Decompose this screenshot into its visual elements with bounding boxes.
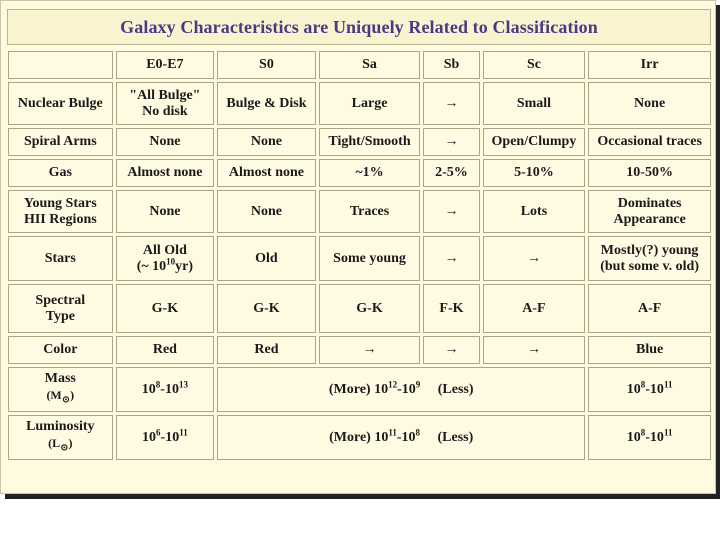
cell-sa [319, 284, 421, 333]
row-label-line: Nuclear Bulge [17, 95, 103, 111]
cell-line: Mostly(?) young [600, 242, 699, 258]
cell-line: → [444, 250, 459, 266]
cell-irr [588, 82, 711, 125]
cell-sb [423, 236, 479, 281]
cell-line: None [149, 203, 181, 219]
cell-line: → [444, 134, 459, 149]
cell-sc [483, 128, 586, 156]
cell-line: 5-10% [514, 165, 554, 180]
cell-sc [483, 236, 586, 281]
cell-s0 [217, 236, 316, 281]
luminosity-unit: $(L_⊙)$ [48, 435, 73, 454]
cell-sa [319, 236, 421, 281]
cell-line: Occasional traces [597, 134, 702, 149]
cell-sb [423, 336, 479, 364]
row-label-line: Spiral Arms [23, 134, 97, 149]
luminosity-e: $10^6-10^{11}$ [116, 415, 215, 460]
cell-sc [483, 190, 586, 233]
cell-line: Small [516, 95, 552, 111]
cell-sb [423, 284, 479, 333]
cell-line: → [444, 95, 459, 111]
cell-line: (but some v. old) [600, 258, 700, 274]
corner-cell [8, 51, 113, 79]
cell-line: Open/Clumpy [491, 134, 577, 149]
cell-sc [483, 82, 586, 125]
cell-s0 [217, 190, 316, 233]
row-label-line: Type [45, 308, 75, 324]
cell-irr [588, 190, 711, 233]
slide-title: Galaxy Characteristics are Uniquely Related to Classification [7, 9, 711, 45]
cell-line: Lots [520, 203, 548, 219]
cell-sa [319, 128, 421, 156]
cell-e [116, 128, 215, 156]
row-label-mass [8, 367, 113, 412]
col-header-sb: Sb [423, 51, 479, 79]
row-label [8, 82, 113, 125]
cell-line: No disk [142, 103, 188, 119]
cell-line: ~1% [355, 165, 384, 180]
cell-sc [483, 284, 586, 333]
cell-line: Bulge & Disk [226, 95, 307, 111]
mass-e: $10^8-10^{13}$ [116, 367, 215, 412]
cell-line: None [149, 134, 181, 149]
cell-irr [588, 336, 711, 364]
cell-sc [483, 336, 586, 364]
luminosity-row [8, 415, 711, 460]
mass-label: Mass [44, 370, 76, 386]
cell-e [116, 284, 215, 333]
cell-line: → [526, 250, 541, 266]
cell-sb [423, 82, 479, 125]
col-header-irr: Irr [588, 51, 711, 79]
cell-e [116, 336, 215, 364]
row-label [8, 190, 113, 233]
all-old-age: (~ $10^{10}yr$) [136, 255, 194, 274]
cell-line: Blue [636, 342, 664, 357]
mass-unit: $(M_⊙)$ [46, 387, 75, 406]
cell-line: Traces [349, 203, 390, 219]
table-row [8, 82, 711, 125]
cell-sa [319, 336, 421, 364]
cell-line: Large [351, 95, 388, 111]
cell-line: Red [152, 342, 177, 357]
cell-line: Red [254, 342, 279, 357]
cell-irr [588, 159, 711, 187]
col-header-sa: Sa [319, 51, 421, 79]
row-label [8, 236, 113, 281]
mass-irr: $10^8-10^{11}$ [588, 367, 711, 412]
cell-line: A-F [637, 300, 662, 316]
cell-line: None [250, 134, 283, 149]
cell-e [116, 82, 215, 125]
table-row [8, 159, 711, 187]
cell-line: → [444, 203, 459, 219]
cell-sc [483, 159, 586, 187]
cell-sa [319, 190, 421, 233]
row-label [8, 128, 113, 156]
luminosity-mid: (More) $10^{11}-10^8$ (Less) [217, 415, 585, 460]
cell-line: G-K [253, 300, 280, 316]
cell-sb [423, 190, 479, 233]
cell-line: Almost none [228, 165, 304, 180]
cell-line: 10-50% [626, 165, 673, 180]
cell-line: "All Bulge" [129, 87, 201, 103]
cell-line: → [444, 342, 459, 357]
row-label [8, 284, 113, 333]
col-header-s0: S0 [217, 51, 316, 79]
cell-e [116, 236, 215, 281]
cell-irr [588, 236, 711, 281]
cell-s0 [217, 336, 316, 364]
cell-line: Almost none [127, 165, 203, 180]
row-label-luminosity [8, 415, 113, 460]
luminosity-label: Luminosity [26, 418, 95, 434]
cell-e [116, 159, 215, 187]
cell-line: Appearance [613, 211, 686, 227]
luminosity-irr: $10^8-10^{11}$ [588, 415, 711, 460]
cell-s0 [217, 128, 316, 156]
cell-line: None [634, 95, 666, 111]
cell-line: Some young [333, 250, 406, 266]
mass-mid: (More) $10^{12}-10^9$ (Less) [217, 367, 585, 412]
header-row [8, 51, 711, 79]
cell-irr [588, 128, 711, 156]
cell-line: Dominates [617, 195, 682, 211]
classification-table [5, 48, 714, 463]
row-label-line: Color [43, 342, 78, 357]
row-label-line: Gas [48, 165, 72, 180]
cell-sb [423, 128, 479, 156]
cell-line: Tight/Smooth [328, 134, 411, 149]
cell-sa [319, 159, 421, 187]
table-row [8, 128, 711, 156]
cell-s0 [217, 284, 316, 333]
row-label-line: Young Stars [23, 195, 97, 211]
row-label-line: Stars [44, 250, 76, 266]
row-label [8, 159, 113, 187]
cell-line: All Old [142, 242, 187, 258]
cell-s0 [217, 159, 316, 187]
col-header-e: E0-E7 [116, 51, 215, 79]
cell-line: → [362, 342, 377, 357]
table-row [8, 284, 711, 333]
cell-sb [423, 159, 479, 187]
row-label [8, 336, 113, 364]
table-row [8, 236, 711, 281]
table-row [8, 336, 711, 364]
cell-line: G-K [151, 300, 179, 316]
cell-e [116, 190, 215, 233]
cell-line: A-F [522, 300, 546, 316]
cell-irr [588, 284, 711, 333]
col-header-sc: Sc [483, 51, 586, 79]
table-row [8, 190, 711, 233]
cell-line: Old [255, 250, 278, 266]
cell-line: None [250, 203, 283, 219]
cell-line: G-K [356, 300, 383, 316]
cell-line: F-K [439, 300, 464, 316]
cell-s0 [217, 82, 316, 125]
row-label-line: HII Regions [23, 211, 97, 227]
mass-row [8, 367, 711, 412]
cell-sa [319, 82, 421, 125]
cell-line: 2-5% [435, 165, 468, 180]
row-label-line: Spectral [35, 292, 86, 308]
cell-line: → [526, 342, 541, 357]
